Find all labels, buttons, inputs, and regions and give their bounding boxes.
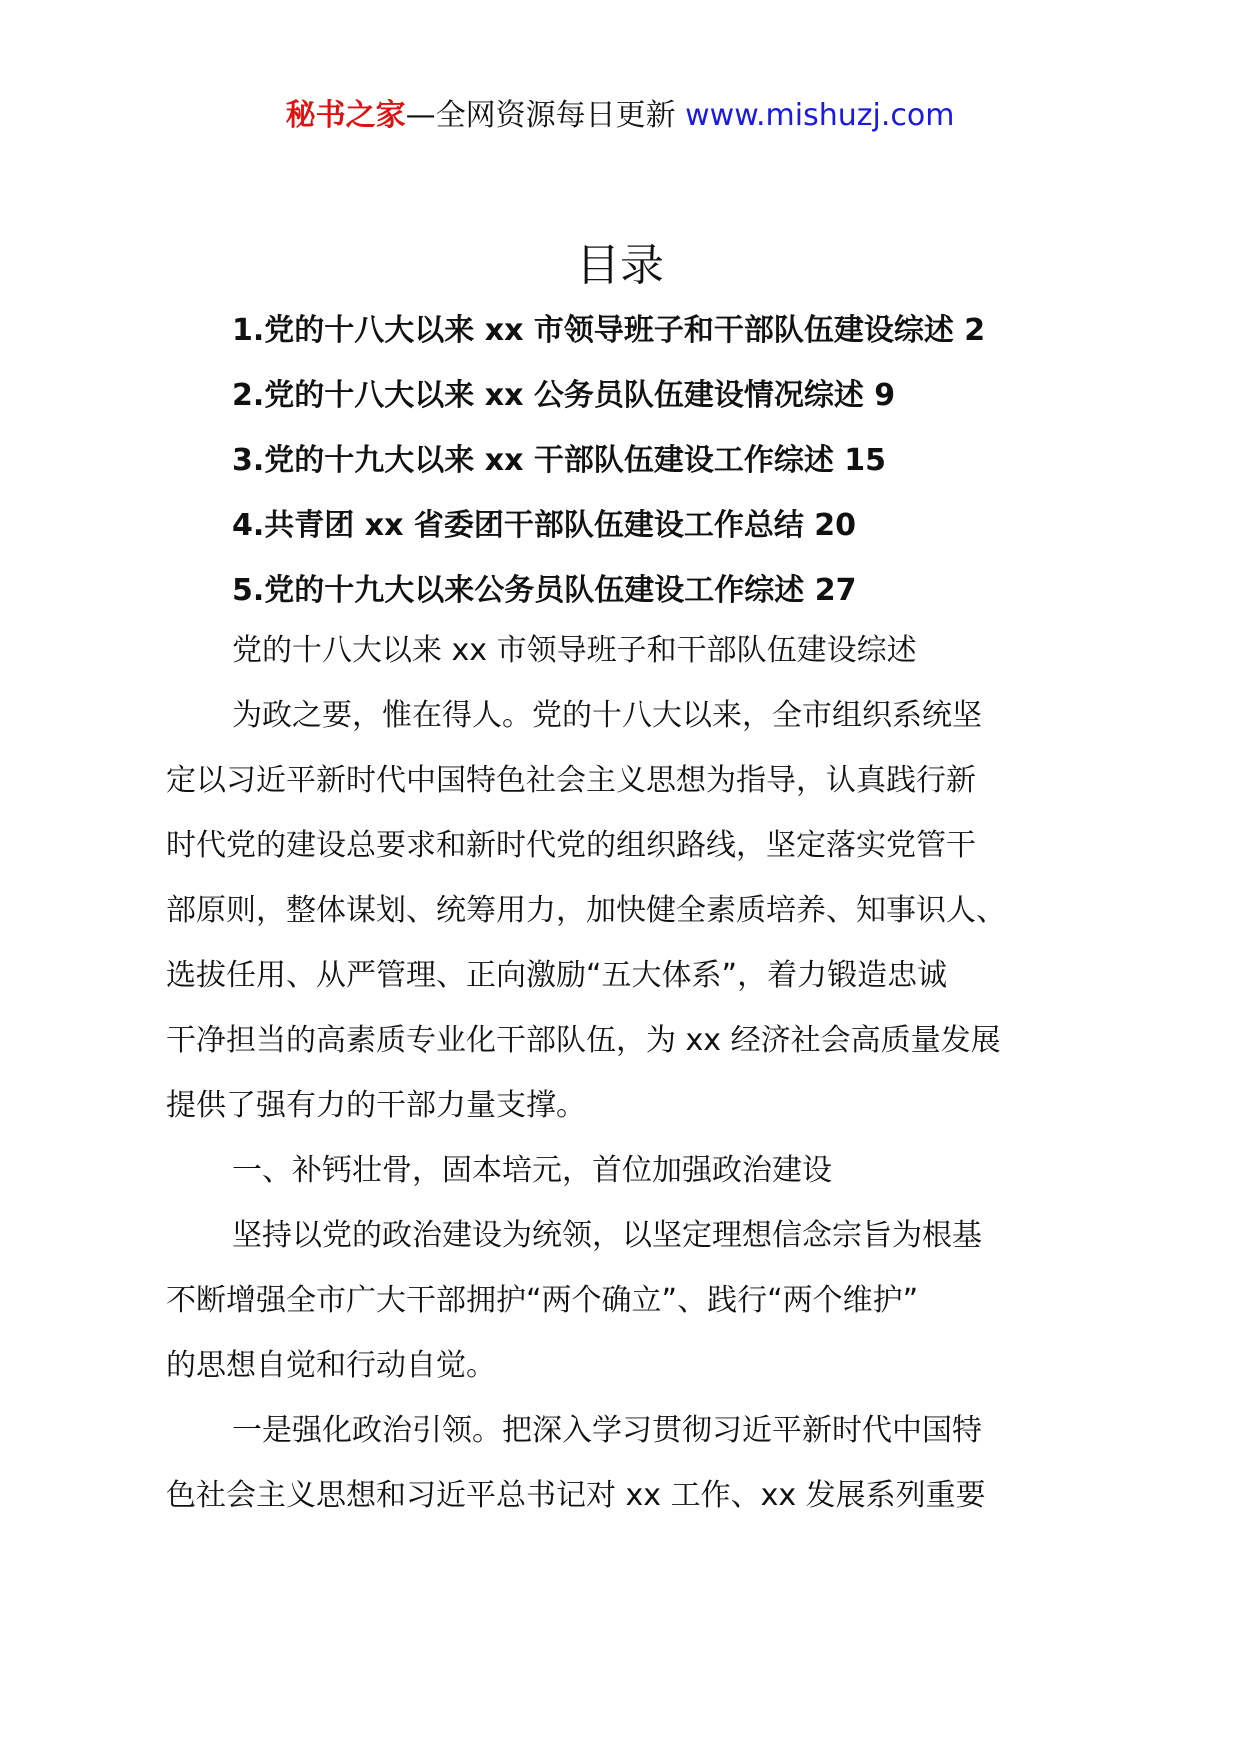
table-of-contents <box>232 306 1132 631</box>
toc-item-3[interactable]: 3.党的十九大以来 xx 干部队伍建设工作综述 15 <box>232 443 887 478</box>
paragraph-line: 提供了强有力的干部力量支撑。 <box>166 1088 586 1123</box>
document-body <box>166 626 1096 1536</box>
header-slogan: —全网资源每日更新 <box>405 98 676 133</box>
site-header <box>0 96 1240 136</box>
paragraph-line: 的思想自觉和行动自觉。 <box>166 1348 496 1383</box>
paragraph-line: 坚持以党的政治建设为统领，以坚定理想信念宗旨为根基 <box>232 1218 982 1253</box>
article-title: 党的十八大以来 xx 市领导班子和干部队伍建设综述 <box>232 633 917 668</box>
paragraph-line: 一是强化政治引领。把深入学习贯彻习近平新时代中国特 <box>232 1413 982 1448</box>
site-url-link[interactable]: www.mishuzj.com <box>685 98 955 133</box>
toc-item-5[interactable]: 5.党的十九大以来公务员队伍建设工作综述 27 <box>232 573 857 608</box>
paragraph-line: 色社会主义思想和习近平总书记对 xx 工作、xx 发展系列重要 <box>166 1478 986 1513</box>
paragraph-line: 定以习近平新时代中国特色社会主义思想为指导，认真践行新 <box>166 763 976 798</box>
brand-name: 秘书之家 <box>285 98 406 133</box>
toc-item-2[interactable]: 2.党的十八大以来 xx 公务员队伍建设情况综述 9 <box>232 378 896 413</box>
paragraph-line: 不断增强全市广大干部拥护“两个确立”、践行“两个维护” <box>166 1283 919 1318</box>
paragraph-line: 时代党的建设总要求和新时代党的组织路线，坚定落实党管干 <box>166 828 976 863</box>
toc-item-1[interactable]: 1.党的十八大以来 xx 市领导班子和干部队伍建设综述 2 <box>232 313 986 348</box>
paragraph-line: 为政之要，惟在得人。党的十八大以来，全市组织系统坚 <box>232 698 982 733</box>
section-heading: 一、补钙壮骨，固本培元，首位加强政治建设 <box>232 1153 832 1188</box>
paragraph-line: 选拔任用、从严管理、正向激励“五大体系”，着力锻造忠诚 <box>166 958 948 993</box>
paragraph-line: 干净担当的高素质专业化干部队伍，为 xx 经济社会高质量发展 <box>166 1023 1001 1058</box>
toc-item-4[interactable]: 4.共青团 xx 省委团干部队伍建设工作总结 20 <box>232 508 857 543</box>
toc-title: 目录 <box>576 240 664 291</box>
paragraph-line: 部原则，整体谋划、统筹用力，加快健全素质培养、知事识人、 <box>166 893 1006 928</box>
